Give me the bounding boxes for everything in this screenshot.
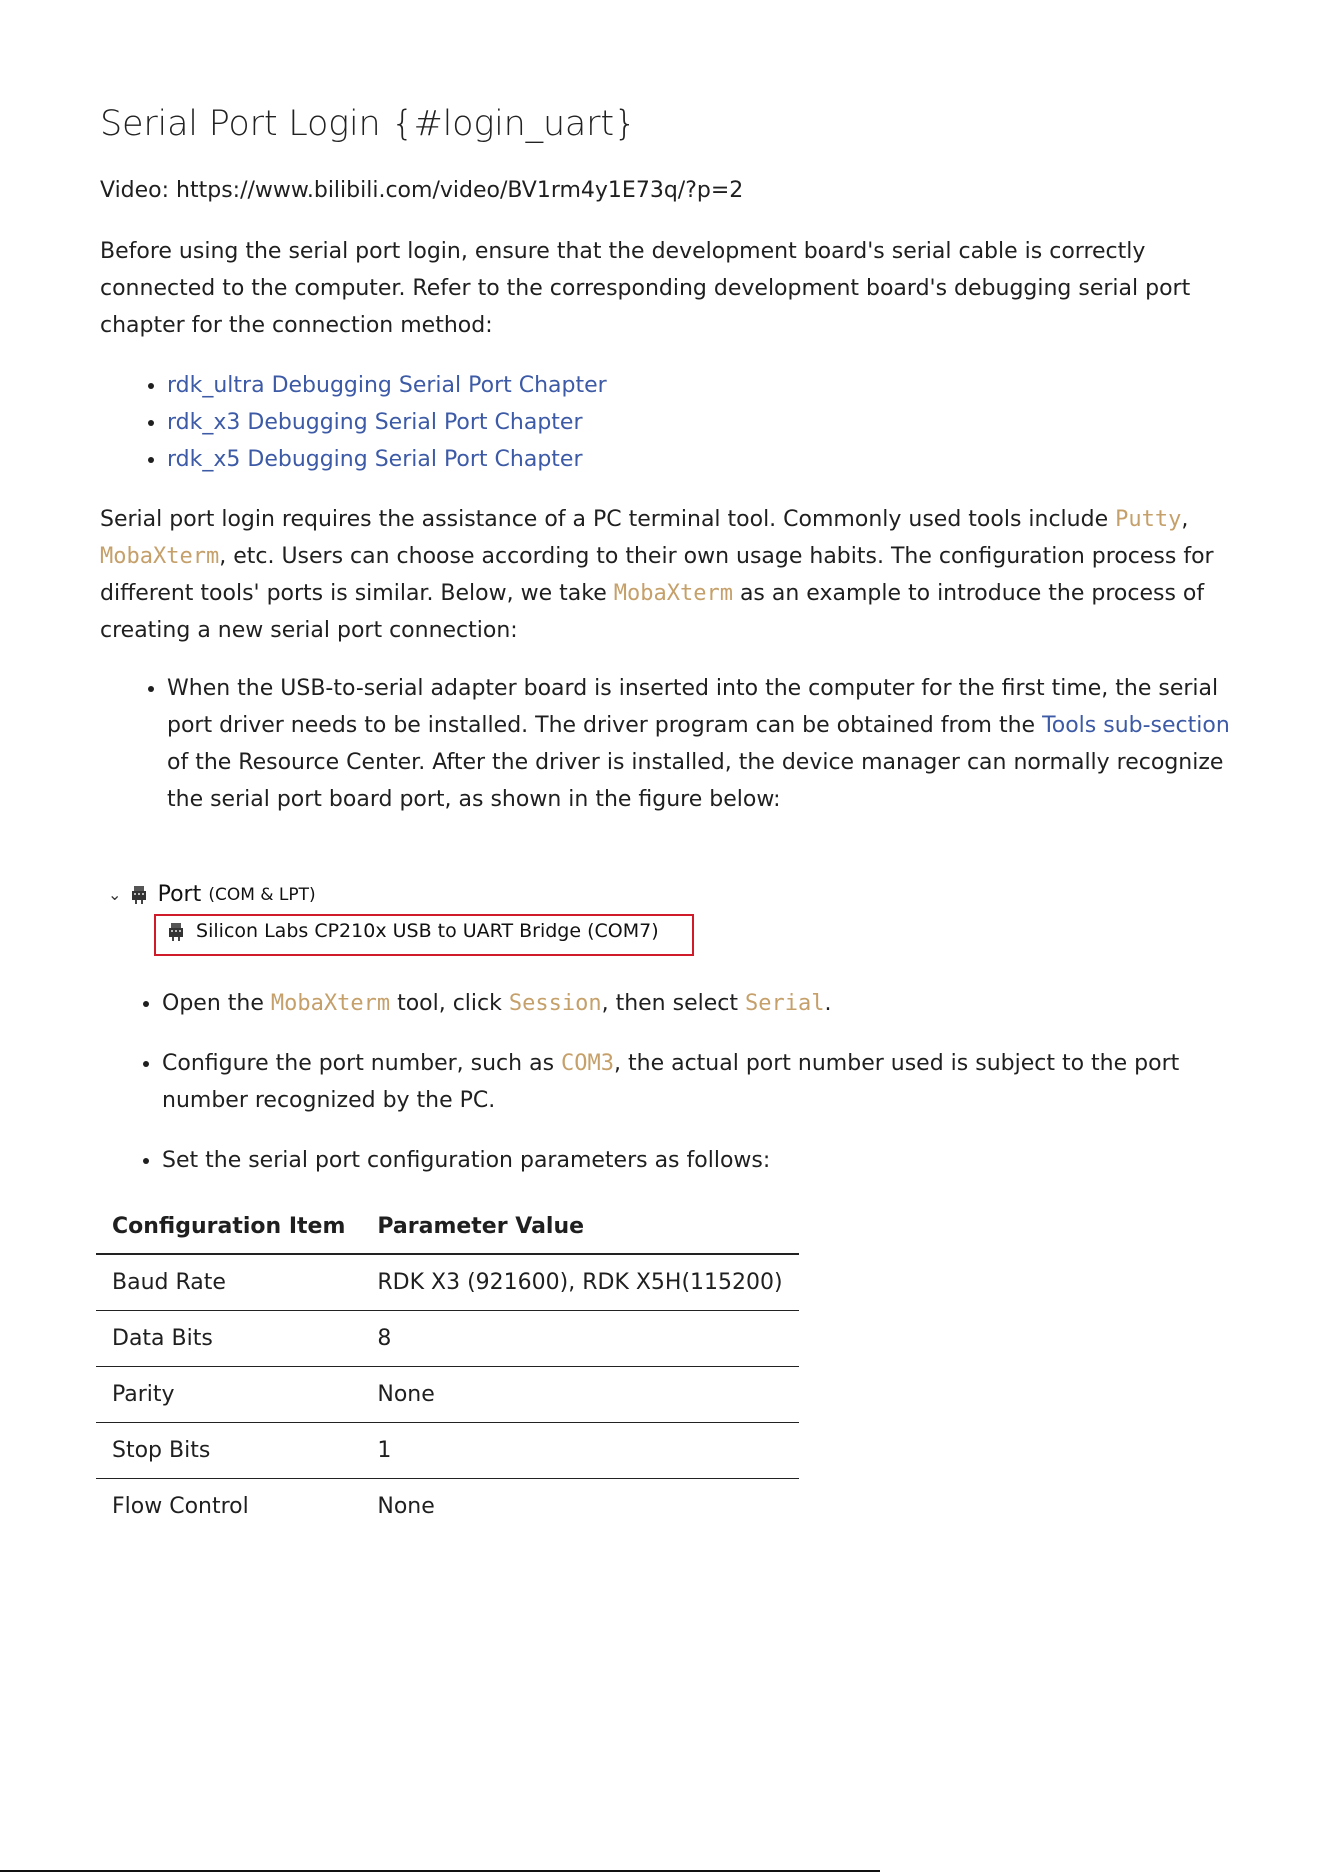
- table-header-row: [96, 1204, 799, 1254]
- table-row: [96, 1367, 799, 1423]
- code-putty: Putty: [1115, 507, 1182, 532]
- device-manager-screenshot: [108, 880, 708, 962]
- table-cell: 8: [361, 1311, 798, 1367]
- table-cell: Stop Bits: [96, 1423, 361, 1479]
- tools-subsection-link[interactable]: Tools sub-section: [1042, 713, 1230, 738]
- tools-text-4: as an example to introduce the process of creating a new serial port connection:: [100, 581, 1205, 643]
- params-step-list: [100, 1142, 1240, 1179]
- code-mobaxterm-example: MobaXterm: [613, 581, 733, 606]
- table-cell: Flow Control: [112, 1494, 249, 1519]
- open-text-2: tool, click: [390, 991, 509, 1016]
- driver-bullet-list: [100, 670, 1240, 818]
- table-row: [96, 1479, 799, 1535]
- intro-paragraph: Before using the serial port login, ensure that the development board's serial cable is correctly connected to the computer. Refer to the corresponding development board's debugging serial port chapter for the connection method:: [100, 239, 1191, 338]
- table-cell: None: [377, 1494, 435, 1519]
- table-cell: 1: [361, 1423, 798, 1479]
- code-session: Session: [508, 991, 602, 1016]
- tools-text-2: ,: [1181, 507, 1189, 532]
- code-mobaxterm: MobaXterm: [100, 544, 220, 569]
- port-group-sublabel: (COM & LPT): [208, 884, 316, 905]
- table-cell: None: [361, 1367, 798, 1423]
- table-header: Parameter Value: [361, 1204, 798, 1254]
- table-row: [96, 1311, 799, 1367]
- serial-config-table: [96, 1204, 799, 1534]
- table-row: [96, 1254, 799, 1311]
- open-text-1: Open the: [162, 991, 271, 1016]
- list-item: [167, 404, 607, 441]
- code-com3: COM3: [561, 1051, 615, 1076]
- port-text-2: , the actual port number used is subject to the port number recognized by the PC.: [162, 1051, 1180, 1113]
- list-item: [162, 1045, 1240, 1119]
- list-item: [162, 985, 1240, 1022]
- video-line: Video: https://www.bilibili.com/video/BV1rm4y1E73q/?p=2: [100, 178, 744, 203]
- device-row: [168, 920, 659, 942]
- table-cell: Data Bits: [96, 1311, 361, 1367]
- tools-text-1: Serial port login requires the assistance of a PC terminal tool. Commonly used tools include: [100, 507, 1116, 532]
- code-mobaxterm-tool: MobaXterm: [270, 991, 391, 1016]
- port-group-row: [108, 882, 316, 912]
- table-cell: Parity: [96, 1367, 361, 1423]
- steps-list: [100, 985, 1240, 1022]
- chevron-down-icon: ⌄: [108, 885, 122, 904]
- link-rdk-x5-chapter[interactable]: rdk_x5 Debugging Serial Port Chapter: [167, 447, 583, 472]
- port-step-list: [100, 1045, 1240, 1119]
- link-rdk-x3-chapter[interactable]: rdk_x3 Debugging Serial Port Chapter: [167, 410, 583, 435]
- port-text-1: Configure the port number, such as: [162, 1051, 562, 1076]
- table-header: Configuration Item: [96, 1204, 361, 1254]
- code-serial: Serial: [744, 991, 825, 1016]
- chapter-link-list: [100, 367, 607, 478]
- table-cell: Baud Rate: [96, 1254, 361, 1311]
- port-group-label: Port: [157, 882, 202, 907]
- list-item: [167, 670, 1240, 818]
- open-text-4: .: [824, 991, 832, 1016]
- device-label: Silicon Labs CP210x USB to UART Bridge (COM7): [196, 920, 659, 942]
- list-item: [167, 367, 607, 404]
- link-rdk-ultra-chapter[interactable]: rdk_ultra Debugging Serial Port Chapter: [167, 373, 607, 398]
- open-text-3: , then select: [601, 991, 745, 1016]
- driver-text-1: When the USB-to-serial adapter board is inserted into the computer for the first time, the serial port driver needs to be installed. The driver program can be obtained from the: [167, 676, 1219, 738]
- list-item: [167, 441, 607, 478]
- driver-text-2: of the Resource Center. After the driver is installed, the device manager can normally recognize the serial port board port, as shown in the figure below:: [167, 750, 1224, 812]
- tools-text-3: , etc. Users can choose according to their own usage habits. The configuration process for different tools' ports is similar. Below, we take: [100, 544, 1214, 606]
- port-icon: [131, 885, 147, 905]
- params-text: Set the serial port configuration parameters as follows:: [162, 1148, 771, 1173]
- table-cell: RDK X3 (921600), RDK X5H(115200): [361, 1254, 798, 1311]
- tools-paragraph: [100, 501, 1240, 649]
- list-item: [162, 1142, 1240, 1179]
- page-title: Serial Port Login {#login_uart}: [100, 104, 636, 144]
- table-row: [96, 1423, 799, 1479]
- port-icon: [168, 922, 184, 942]
